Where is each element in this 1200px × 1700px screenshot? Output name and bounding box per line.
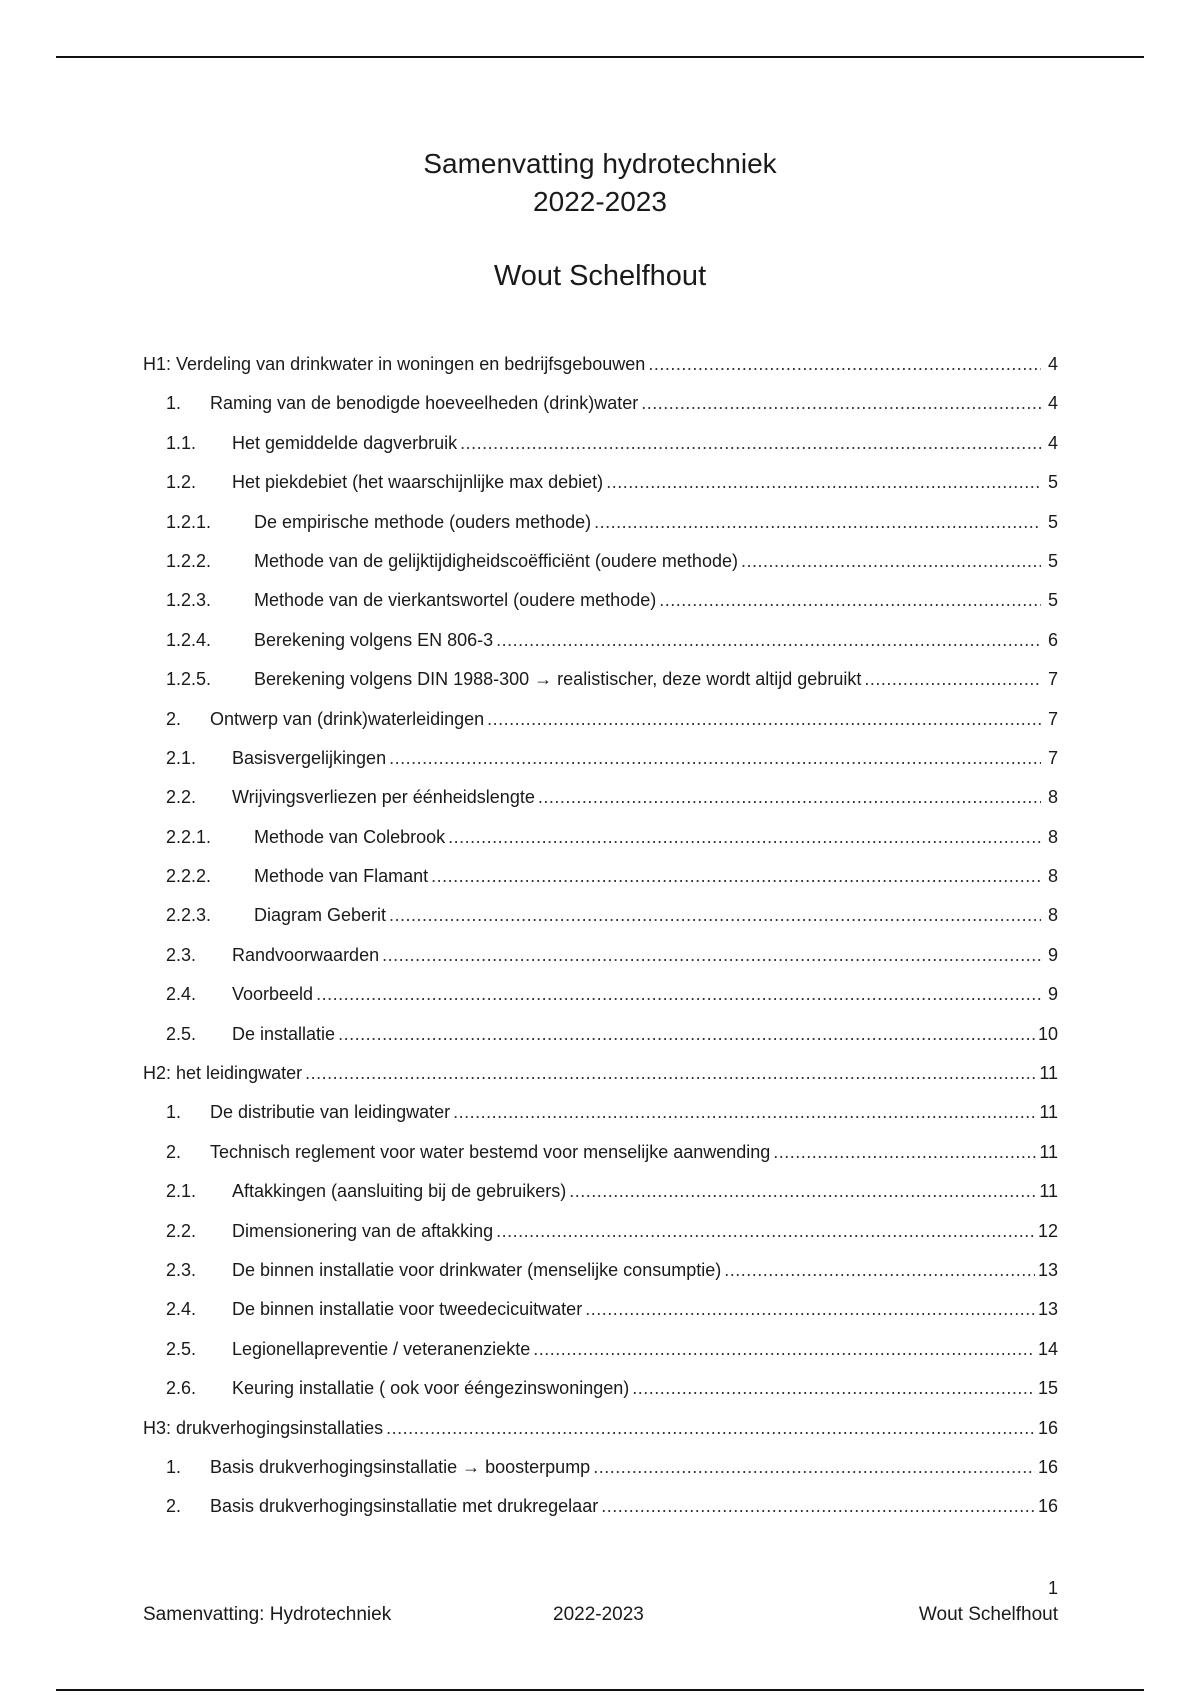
footer-rule xyxy=(56,1689,1144,1691)
toc-entry-page: 5 xyxy=(1047,472,1058,493)
toc-dot-leader xyxy=(606,472,1041,493)
toc-entry[interactable] xyxy=(143,1457,1058,1496)
toc-entry-number: 1.1. xyxy=(166,432,197,453)
toc-dot-leader xyxy=(569,1181,1036,1202)
toc-entry[interactable] xyxy=(143,905,1058,944)
toc-entry-page: 7 xyxy=(1047,708,1058,729)
toc-dot-leader xyxy=(585,1299,1035,1320)
toc-entry[interactable] xyxy=(143,748,1058,787)
toc-entry-title: Berekening volgens DIN 1988-300 → realistischer, deze wordt altijd gebruikt xyxy=(254,669,862,690)
toc-entry[interactable] xyxy=(143,1299,1058,1338)
toc-entry-page: 12 xyxy=(1037,1220,1058,1241)
toc-entry-title: De installatie xyxy=(232,1023,336,1044)
page-footer xyxy=(143,1604,1058,1630)
toc-entry-number: 2. xyxy=(166,1496,182,1517)
toc-entry[interactable] xyxy=(143,669,1058,708)
toc-entry-number: 2.2. xyxy=(166,1220,197,1241)
toc-entry-page: 7 xyxy=(1047,747,1058,768)
footer-center: 2022-2023 xyxy=(553,1604,644,1625)
toc-entry-title: Berekening volgens EN 806-3 xyxy=(254,629,494,650)
toc-entry[interactable] xyxy=(143,354,1058,393)
toc-entry-page: 16 xyxy=(1037,1496,1058,1517)
toc-dot-leader xyxy=(389,748,1041,769)
toc-dot-leader xyxy=(594,512,1041,533)
toc-entry-number: 2.4. xyxy=(166,1299,197,1320)
toc-entry-page: 8 xyxy=(1047,866,1058,887)
toc-dot-leader xyxy=(496,630,1041,651)
toc-entry[interactable] xyxy=(143,1063,1058,1102)
toc-dot-leader xyxy=(533,1339,1035,1360)
footer-left: Samenvatting: Hydrotechniek xyxy=(143,1604,392,1625)
toc-entry-number: 1. xyxy=(166,1102,182,1123)
toc-entry[interactable] xyxy=(143,551,1058,590)
toc-entry[interactable] xyxy=(143,1260,1058,1299)
toc-entry-number: 1.2.4. xyxy=(166,629,212,650)
toc-entry-title: Raming van de benodigde hoeveelheden (drink)water xyxy=(210,393,639,414)
toc-entry-page: 4 xyxy=(1047,432,1058,453)
toc-entry-page: 8 xyxy=(1047,826,1058,847)
header-rule xyxy=(56,56,1144,58)
toc-dot-leader xyxy=(601,1496,1035,1517)
toc-dot-leader xyxy=(496,1221,1035,1242)
document-title: Samenvatting hydrotechniek xyxy=(423,148,777,179)
toc-dot-leader xyxy=(773,1142,1036,1163)
toc-entry-page: 6 xyxy=(1047,629,1058,650)
toc-entry-title: De distributie van leidingwater xyxy=(210,1102,451,1123)
toc-entry-number: 2.3. xyxy=(166,944,197,965)
toc-dot-leader xyxy=(382,945,1041,966)
toc-entry[interactable] xyxy=(143,590,1058,629)
toc-entry-title: Methode van Colebrook xyxy=(254,826,446,847)
toc-entry-number: 2.2.3. xyxy=(166,905,212,926)
toc-entry[interactable] xyxy=(143,393,1058,432)
toc-entry-page: 15 xyxy=(1037,1378,1058,1399)
document-author: Wout Schelfhout xyxy=(493,260,707,292)
toc-entry-page: 11 xyxy=(1039,1063,1058,1084)
toc-entry-page: 10 xyxy=(1037,1023,1058,1044)
toc-dot-leader xyxy=(641,393,1041,414)
toc-entry-number: 2. xyxy=(166,1141,182,1162)
toc-dot-leader xyxy=(593,1457,1035,1478)
toc-dot-leader xyxy=(305,1063,1036,1084)
toc-entry-title: H3: drukverhogingsinstallaties xyxy=(143,1417,384,1438)
toc-entry-page: 13 xyxy=(1037,1299,1058,1320)
toc-entry-number: 2.2. xyxy=(166,787,197,808)
toc-entry[interactable] xyxy=(143,787,1058,826)
toc-entry-number: 2.5. xyxy=(166,1338,197,1359)
title-block xyxy=(0,145,1200,295)
toc-entry[interactable] xyxy=(143,1181,1058,1220)
toc-dot-leader xyxy=(386,1418,1035,1439)
toc-entry-page: 16 xyxy=(1037,1417,1058,1438)
toc-entry-title: Methode van de gelijktijdigheidscoëfficiënt (oudere methode) xyxy=(254,550,738,571)
toc-entry[interactable] xyxy=(143,1496,1058,1535)
toc-dot-leader xyxy=(389,905,1041,926)
toc-entry-page: 11 xyxy=(1039,1141,1058,1162)
toc-entry-title: De empirische methode (ouders methode) xyxy=(254,511,592,532)
toc-entry-title: Aftakkingen (aansluiting bij de gebruikers) xyxy=(232,1181,567,1202)
toc-entry-number: 1. xyxy=(166,1456,182,1477)
toc-entry-number: 2.3. xyxy=(166,1259,197,1280)
toc-entry-title: Dimensionering van de aftakking xyxy=(232,1220,494,1241)
toc-entry-title: Legionellapreventie / veteranenziekte xyxy=(232,1338,531,1359)
toc-entry[interactable] xyxy=(143,1142,1058,1181)
toc-dot-leader xyxy=(487,709,1041,730)
page-number: 1 xyxy=(1047,1578,1058,1598)
toc-entry-title: Basis drukverhogingsinstallatie met drukregelaar xyxy=(210,1496,599,1517)
table-of-contents xyxy=(143,354,1058,1536)
toc-entry-title: Technisch reglement voor water bestemd voor menselijke aanwending xyxy=(210,1141,771,1162)
toc-entry-title: Ontwerp van (drink)waterleidingen xyxy=(210,708,485,729)
toc-dot-leader xyxy=(659,590,1041,611)
toc-entry-page: 11 xyxy=(1039,1102,1058,1123)
toc-entry[interactable] xyxy=(143,1024,1058,1063)
toc-entry-number: 2.1. xyxy=(166,1181,197,1202)
toc-entry-number: 1.2.3. xyxy=(166,590,212,611)
toc-dot-leader xyxy=(538,787,1041,808)
toc-entry-number: 1.2.2. xyxy=(166,550,212,571)
toc-dot-leader xyxy=(453,1102,1036,1123)
toc-entry-number: 2.5. xyxy=(166,1023,197,1044)
toc-dot-leader xyxy=(724,1260,1035,1281)
toc-entry[interactable] xyxy=(143,945,1058,984)
toc-dot-leader xyxy=(338,1024,1035,1045)
toc-entry-title: Basisvergelijkingen xyxy=(232,747,387,768)
toc-entry-title: Methode van de vierkantswortel (oudere methode) xyxy=(254,590,657,611)
toc-dot-leader xyxy=(448,827,1041,848)
toc-entry-title: De binnen installatie voor drinkwater (menselijke consumptie) xyxy=(232,1259,722,1280)
toc-entry-title: Diagram Geberit xyxy=(254,905,387,926)
toc-entry-number: 1.2. xyxy=(166,472,197,493)
toc-entry-title: Randvoorwaarden xyxy=(232,944,380,965)
toc-entry[interactable] xyxy=(143,433,1058,472)
toc-entry[interactable] xyxy=(143,709,1058,748)
toc-entry[interactable] xyxy=(143,984,1058,1023)
toc-dot-leader xyxy=(741,551,1041,572)
toc-entry-title: Methode van Flamant xyxy=(254,866,429,887)
toc-entry-number: 2. xyxy=(166,708,182,729)
toc-entry-number: 1.2.1. xyxy=(166,511,212,532)
toc-dot-leader xyxy=(431,866,1041,887)
toc-entry-page: 11 xyxy=(1039,1181,1058,1202)
toc-entry[interactable] xyxy=(143,1378,1058,1417)
toc-entry[interactable] xyxy=(143,1418,1058,1457)
toc-entry-page: 9 xyxy=(1047,944,1058,965)
toc-entry[interactable] xyxy=(143,1339,1058,1378)
toc-entry-title: Keuring installatie ( ook voor ééngezinswoningen) xyxy=(232,1378,630,1399)
toc-entry-page: 9 xyxy=(1047,984,1058,1005)
toc-entry-number: 2.4. xyxy=(166,984,197,1005)
toc-entry[interactable] xyxy=(143,827,1058,866)
toc-entry[interactable] xyxy=(143,472,1058,511)
toc-entry-title: H2: het leidingwater xyxy=(143,1063,303,1084)
toc-entry-number: 2.2.1. xyxy=(166,826,212,847)
toc-entry-page: 4 xyxy=(1047,354,1058,374)
toc-entry-number: 2.1. xyxy=(166,747,197,768)
toc-entry-page: 5 xyxy=(1047,550,1058,571)
toc-entry-page: 7 xyxy=(1047,669,1058,690)
toc-entry-page: 16 xyxy=(1037,1456,1058,1477)
toc-dot-leader xyxy=(648,354,1041,375)
toc-entry[interactable] xyxy=(143,1221,1058,1260)
toc-entry-page: 8 xyxy=(1047,787,1058,808)
toc-entry-number: 2.2.2. xyxy=(166,866,212,887)
toc-entry-title: H1: Verdeling van drinkwater in woningen en bedrijfsgebouwen xyxy=(143,354,646,374)
footer-right: Wout Schelfhout xyxy=(918,1604,1058,1625)
toc-entry-title: Basis drukverhogingsinstallatie → boosterpump xyxy=(210,1456,591,1477)
toc-entry-page: 5 xyxy=(1047,511,1058,532)
toc-entry-number: 1. xyxy=(166,393,182,414)
toc-entry[interactable] xyxy=(143,512,1058,551)
toc-entry[interactable] xyxy=(143,866,1058,905)
toc-dot-leader xyxy=(864,669,1041,690)
toc-dot-leader xyxy=(632,1378,1035,1399)
toc-dot-leader xyxy=(460,433,1041,454)
toc-entry-title: Voorbeeld xyxy=(232,984,314,1005)
toc-entry-number: 2.6. xyxy=(166,1378,197,1399)
document-year: 2022-2023 xyxy=(533,186,667,217)
toc-entry[interactable] xyxy=(143,630,1058,669)
toc-entry-number: 1.2.5. xyxy=(166,669,212,690)
toc-entry-title: Het piekdebiet (het waarschijnlijke max debiet) xyxy=(232,472,604,493)
toc-entry-page: 14 xyxy=(1037,1338,1058,1359)
toc-dot-leader xyxy=(316,984,1041,1005)
toc-entry-page: 4 xyxy=(1047,393,1058,414)
toc-entry-title: Het gemiddelde dagverbruik xyxy=(232,432,458,453)
toc-entry-title: De binnen installatie voor tweedecicuitwater xyxy=(232,1299,583,1320)
toc-entry-title: Wrijvingsverliezen per éénheidslengte xyxy=(232,787,535,808)
toc-entry-page: 8 xyxy=(1047,905,1058,926)
toc-entry[interactable] xyxy=(143,1102,1058,1141)
toc-entry-page: 5 xyxy=(1047,590,1058,611)
toc-entry-page: 13 xyxy=(1037,1259,1058,1280)
